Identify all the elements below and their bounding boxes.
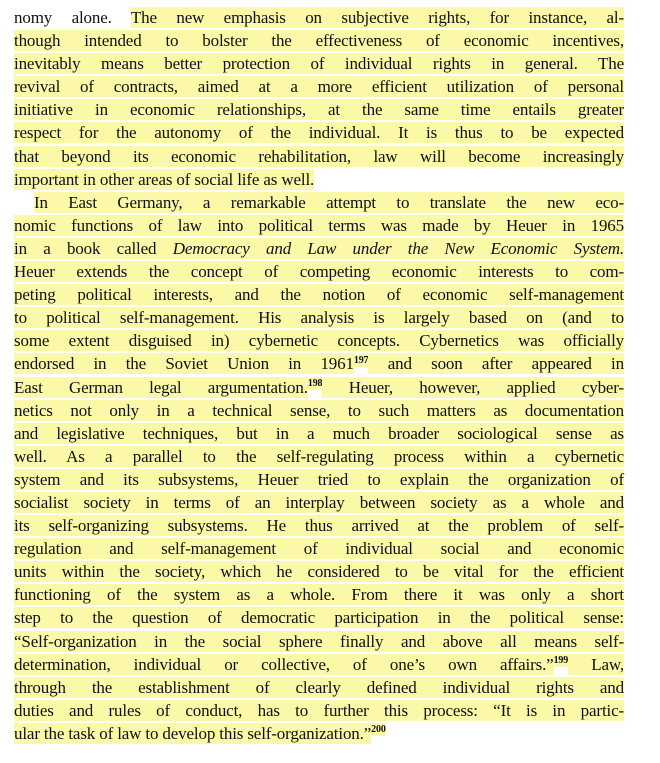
text-line — [14, 191, 624, 214]
text-segment: nomy alone. — [14, 8, 131, 27]
highlighted-text: socialist society in terms of an interplay between society as a whole and — [14, 492, 624, 512]
text-line — [14, 606, 624, 629]
text-line — [14, 376, 624, 399]
text-line — [14, 121, 624, 144]
paragraph-1 — [14, 6, 624, 191]
text-line — [14, 306, 624, 329]
highlighted-text: functioning of the system as a whole. From there it was only a short — [14, 585, 624, 605]
highlighted-text: initiative in economic relationships, at the same time entails greater — [14, 100, 624, 120]
highlighted-text: nomic functions of law into political terms was made by Heuer in 1965 — [14, 215, 624, 235]
highlighted-text: peting political interests, and the notion of economic self-management — [14, 285, 624, 305]
footnote-marker: 198 — [307, 377, 323, 389]
text-line — [14, 75, 624, 98]
highlighted-text: endorsed in the Soviet Union in 1961 — [14, 354, 354, 374]
text-line — [14, 630, 624, 653]
text-line — [14, 52, 624, 75]
text-line — [14, 6, 624, 29]
text-line — [14, 537, 624, 560]
text-line — [14, 168, 624, 191]
text-line — [14, 237, 624, 260]
text-line — [14, 560, 624, 583]
footnote-marker: 200 — [371, 724, 386, 736]
text-line — [14, 98, 624, 121]
highlighted-text: respect for the autonomy of the individual. It is thus to be expected — [14, 123, 624, 143]
highlighted-text: in a book called — [14, 238, 173, 258]
highlighted-text: Heuer extends the concept of competing economic interests to com- — [14, 262, 624, 282]
text-line — [14, 722, 624, 745]
text-line — [14, 260, 624, 283]
footnote-marker: 199 — [553, 654, 569, 666]
text-line — [14, 468, 624, 491]
highlighted-text: and soon after appeared in — [368, 354, 624, 374]
book-title: Democracy and Law under the New Economic System. — [172, 238, 624, 258]
highlighted-text: inevitably means better protection of individual rights in general. The — [14, 54, 624, 74]
text-line — [14, 699, 624, 722]
text-line — [14, 445, 624, 468]
highlighted-text: units within the society, which he considered to be vital for the efficient — [14, 562, 624, 582]
highlighted-text: East German legal argumentation. — [14, 377, 308, 397]
text-line — [14, 514, 624, 537]
highlighted-text: its self-organizing subsystems. He thus arrived at the problem of self- — [14, 516, 624, 536]
highlighted-text: and legislative techniques, but in a much broader sociological sense as — [14, 423, 624, 443]
text-line — [14, 422, 624, 445]
text-line — [14, 29, 624, 52]
text-line — [14, 283, 624, 306]
highlighted-text: that beyond its economic rehabilitation, law will become increasingly — [14, 146, 624, 166]
text-line — [14, 145, 624, 168]
text-line — [14, 491, 624, 514]
highlighted-text: well. As a parallel to the self-regulating process within a cybernetic — [14, 446, 624, 466]
highlighted-text: Law, — [568, 654, 624, 674]
highlighted-text: to political self-management. His analysis is largely based on (and to — [14, 308, 624, 328]
text-line — [14, 583, 624, 606]
text-line — [14, 676, 624, 699]
highlighted-text: The new emphasis on subjective rights, for instance, al- — [130, 8, 624, 27]
book-page — [14, 6, 624, 745]
paragraph-2 — [14, 191, 624, 745]
text-line — [14, 329, 624, 352]
highlighted-text: though intended to bolster the effectiveness of economic incentives, — [14, 31, 624, 51]
highlighted-text: Heuer, however, applied cyber- — [322, 377, 624, 397]
highlighted-text: netics not only in a technical sense, to such matters as documentation — [14, 400, 624, 420]
highlighted-text: In East Germany, a remarkable attempt to translate the new eco- — [34, 192, 624, 212]
highlighted-text: important in other areas of social life as well. — [14, 169, 315, 189]
highlighted-text: system and its subsystems, Heuer tried to explain the organization of — [14, 469, 624, 489]
text-line — [14, 352, 624, 375]
highlighted-text: duties and rules of conduct, has to further this process: “It is in partic- — [14, 700, 624, 720]
text-line — [14, 653, 624, 676]
highlighted-text: through the establishment of clearly defined individual rights and — [14, 677, 624, 697]
highlighted-text: step to the question of democratic participation in the political sense: — [14, 608, 624, 628]
footnote-marker: 197 — [353, 354, 369, 366]
highlighted-text: revival of contracts, aimed at a more efficient utilization of personal — [14, 77, 624, 97]
highlighted-text: some extent disguised in) cybernetic concepts. Cybernetics was officially — [14, 331, 624, 351]
highlighted-text: determination, individual or collective, of one’s own affairs.” — [14, 654, 554, 674]
highlighted-text: “Self-organization in the social sphere finally and above all means self- — [14, 631, 624, 651]
highlighted-text: ular the task of law to develop this self-organization.” — [14, 723, 372, 743]
text-line — [14, 214, 624, 237]
text-line — [14, 399, 624, 422]
highlighted-text: regulation and self-management of individual social and economic — [14, 539, 624, 559]
